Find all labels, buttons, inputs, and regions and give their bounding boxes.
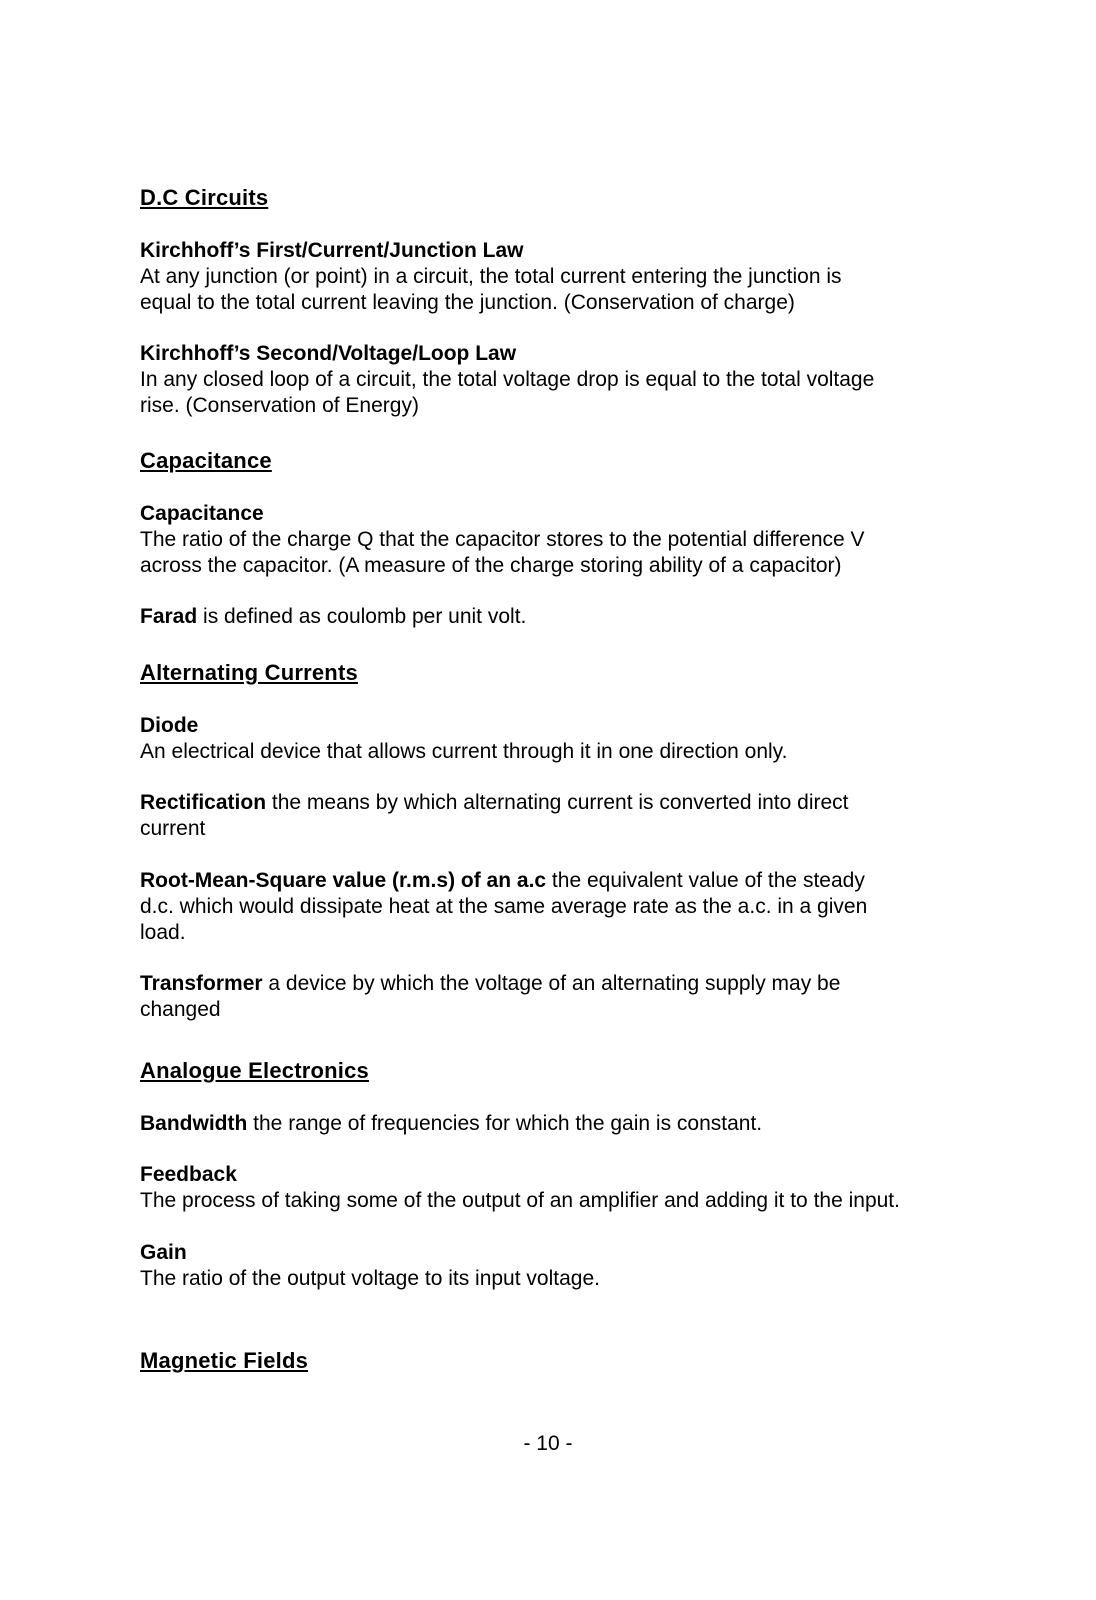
term-gain: Gain <box>140 1241 187 1264</box>
section-heading-dc-circuits: D.C Circuits <box>140 185 269 210</box>
farad-definition <box>140 604 526 630</box>
definition-line: load. <box>140 921 186 944</box>
term-feedback: Feedback <box>140 1163 237 1186</box>
term-diode: Diode <box>140 714 199 737</box>
term-rms: Root-Mean-Square value (r.m.s) of an a.c <box>140 869 547 892</box>
definition-line: rise. (Conservation of Energy) <box>140 394 419 417</box>
definition-text: the equivalent value of the steady <box>546 869 865 892</box>
definition-line: The process of taking some of the output of an amplifier and adding it to the input. <box>140 1189 900 1212</box>
definition-line: The ratio of the output voltage to its input voltage. <box>140 1267 600 1290</box>
definition-text: the means by which alternating current is converted into direct <box>266 791 849 814</box>
definition-text: is defined as coulomb per unit volt. <box>197 605 527 628</box>
definition-line: At any junction (or point) in a circuit, the total current entering the junction is <box>140 265 842 288</box>
term-transformer: Transformer <box>140 972 263 995</box>
definition-line: changed <box>140 998 221 1021</box>
definition-line: across the capacitor. (A measure of the charge storing ability of a capacitor) <box>140 554 842 577</box>
rectification-definition <box>140 790 849 816</box>
definition-text: the range of frequencies for which the gain is constant. <box>247 1112 763 1135</box>
definition-line: equal to the total current leaving the junction. (Conservation of charge) <box>140 291 795 314</box>
term-capacitance: Capacitance <box>140 502 264 525</box>
term-rectification: Rectification <box>140 791 267 814</box>
section-heading-magnetic-fields: Magnetic Fields <box>140 1348 309 1373</box>
rms-definition <box>140 868 865 894</box>
definition-line: d.c. which would dissipate heat at the same average rate as the a.c. in a given <box>140 895 868 918</box>
definition-text: a device by which the voltage of an alternating supply may be <box>262 972 841 995</box>
term-bandwidth: Bandwidth <box>140 1112 248 1135</box>
definition-line: An electrical device that allows current through it in one direction only. <box>140 740 788 763</box>
term-kirchhoff-first-law: Kirchhoff’s First/Current/Junction Law <box>140 239 524 262</box>
bandwidth-definition <box>140 1111 762 1137</box>
definition-line: In any closed loop of a circuit, the total voltage drop is equal to the total voltage <box>140 368 875 391</box>
page-number: - 10 - <box>523 1432 573 1455</box>
section-heading-capacitance: Capacitance <box>140 448 272 473</box>
transformer-definition <box>140 971 840 997</box>
term-kirchhoff-second-law: Kirchhoff’s Second/Voltage/Loop Law <box>140 342 517 365</box>
section-heading-alternating-currents: Alternating Currents <box>140 660 358 685</box>
definition-line: current <box>140 817 206 840</box>
section-heading-analogue-electronics: Analogue Electronics <box>140 1058 369 1083</box>
definition-line: The ratio of the charge Q that the capacitor stores to the potential difference V <box>140 528 865 551</box>
term-farad: Farad <box>140 605 198 628</box>
